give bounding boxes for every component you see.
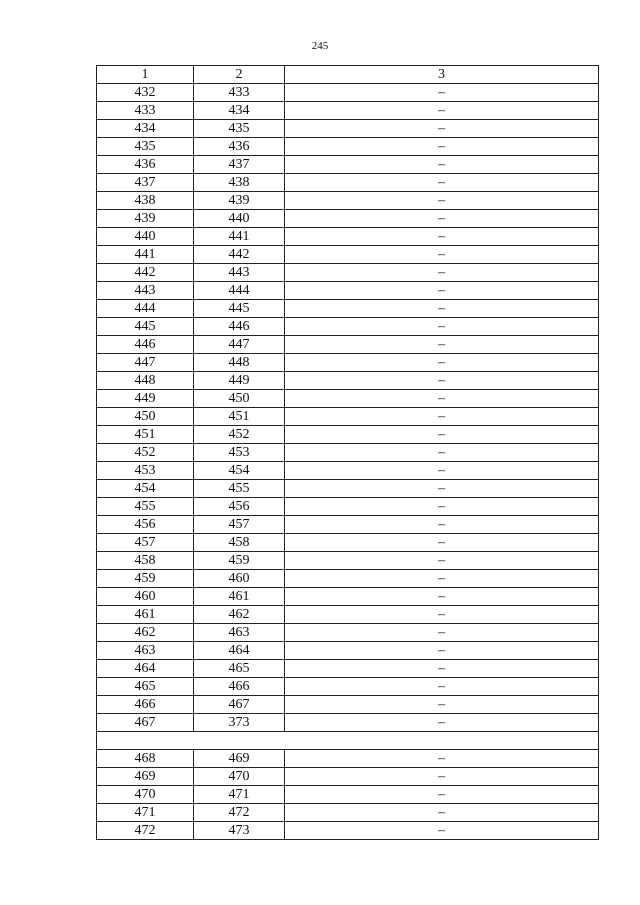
table-cell: 472 — [194, 804, 285, 822]
table-cell: – — [285, 588, 599, 606]
table-cell: 467 — [97, 714, 194, 732]
table-row — [97, 570, 599, 588]
table-cell: – — [285, 498, 599, 516]
table-cell: – — [285, 660, 599, 678]
table-cell: 447 — [194, 336, 285, 354]
table-cell: 467 — [194, 696, 285, 714]
table-row — [97, 480, 599, 498]
table-cell: – — [285, 606, 599, 624]
table-row — [97, 498, 599, 516]
table-cell: 436 — [194, 138, 285, 156]
table-cell: 464 — [97, 660, 194, 678]
table-row — [97, 102, 599, 120]
page-number: 245 — [311, 40, 329, 52]
table-cell: 461 — [97, 606, 194, 624]
table-cell: 433 — [194, 84, 285, 102]
table-cell: 450 — [97, 408, 194, 426]
table-cell: 442 — [194, 246, 285, 264]
table-row — [97, 588, 599, 606]
table-row — [97, 300, 599, 318]
table-cell: 471 — [97, 804, 194, 822]
table-row — [97, 408, 599, 426]
table-cell: 441 — [194, 228, 285, 246]
table-cell: 455 — [194, 480, 285, 498]
table-cell: 437 — [97, 174, 194, 192]
table-cell: – — [285, 642, 599, 660]
table-cell: – — [285, 714, 599, 732]
table-row — [97, 768, 599, 786]
table-cell: 473 — [194, 822, 285, 840]
table-cell: 462 — [97, 624, 194, 642]
table-cell: 470 — [97, 786, 194, 804]
table-cell: 440 — [194, 210, 285, 228]
table-row — [97, 534, 599, 552]
table-cell: – — [285, 480, 599, 498]
table-cell: 434 — [97, 120, 194, 138]
table-row — [97, 462, 599, 480]
table-cell: 443 — [97, 282, 194, 300]
table-cell: 456 — [97, 516, 194, 534]
table-row — [97, 678, 599, 696]
table-cell: 463 — [194, 624, 285, 642]
table-cell: – — [285, 354, 599, 372]
table-cell: 457 — [97, 534, 194, 552]
table-cell: 449 — [97, 390, 194, 408]
gap-cell — [97, 732, 599, 750]
table-cell: – — [285, 282, 599, 300]
table-cell: 451 — [97, 426, 194, 444]
table-cell: 447 — [97, 354, 194, 372]
table-cell: – — [285, 228, 599, 246]
table-cell: 443 — [194, 264, 285, 282]
table-cell: 444 — [194, 282, 285, 300]
table-cell: 472 — [97, 822, 194, 840]
table-cell: 469 — [194, 750, 285, 768]
table-cell: 465 — [97, 678, 194, 696]
column-header: 2 — [194, 66, 285, 84]
table-cell: 464 — [194, 642, 285, 660]
table-body — [97, 66, 599, 840]
table-cell: 445 — [194, 300, 285, 318]
table-row — [97, 714, 599, 732]
table-row — [97, 282, 599, 300]
table-row — [97, 750, 599, 768]
table-cell: – — [285, 156, 599, 174]
table-cell: – — [285, 750, 599, 768]
table-cell: – — [285, 390, 599, 408]
table-cell: – — [285, 444, 599, 462]
table-cell: 445 — [97, 318, 194, 336]
table-cell: – — [285, 552, 599, 570]
table-row — [97, 84, 599, 102]
table-cell: 436 — [97, 156, 194, 174]
table-cell: 452 — [194, 426, 285, 444]
table-row — [97, 696, 599, 714]
table-row — [97, 192, 599, 210]
table-cell: – — [285, 534, 599, 552]
table-cell: 466 — [194, 678, 285, 696]
table-cell: 448 — [194, 354, 285, 372]
table-row — [97, 138, 599, 156]
table-cell: 449 — [194, 372, 285, 390]
table-cell: – — [285, 516, 599, 534]
table-cell: – — [285, 426, 599, 444]
table-cell: 468 — [97, 750, 194, 768]
table-cell: 451 — [194, 408, 285, 426]
table-cell: 454 — [97, 480, 194, 498]
table-cell: – — [285, 624, 599, 642]
table-cell: 453 — [194, 444, 285, 462]
table-cell: 465 — [194, 660, 285, 678]
table-cell: 435 — [97, 138, 194, 156]
table-row — [97, 246, 599, 264]
table-row — [97, 606, 599, 624]
table-cell: – — [285, 822, 599, 840]
table-row — [97, 444, 599, 462]
table-cell: – — [285, 246, 599, 264]
table-cell: 471 — [194, 786, 285, 804]
table-row — [97, 804, 599, 822]
column-header: 3 — [285, 66, 599, 84]
table-cell: 457 — [194, 516, 285, 534]
table-cell: – — [285, 120, 599, 138]
table-cell: 470 — [194, 768, 285, 786]
table-cell: – — [285, 174, 599, 192]
table-cell: 454 — [194, 462, 285, 480]
table-row — [97, 822, 599, 840]
table-row — [97, 354, 599, 372]
table-cell: – — [285, 570, 599, 588]
table-cell: 373 — [194, 714, 285, 732]
table-row — [97, 642, 599, 660]
table-cell: 458 — [194, 534, 285, 552]
table-cell: – — [285, 696, 599, 714]
table-cell: – — [285, 408, 599, 426]
data-table — [96, 65, 599, 840]
table-cell: 433 — [97, 102, 194, 120]
table-cell: – — [285, 768, 599, 786]
table-cell: 459 — [194, 552, 285, 570]
table-row — [97, 786, 599, 804]
table-cell: 446 — [97, 336, 194, 354]
table-cell: 440 — [97, 228, 194, 246]
table-row — [97, 174, 599, 192]
table-row — [97, 552, 599, 570]
table-cell: – — [285, 786, 599, 804]
table-row — [97, 318, 599, 336]
table-cell: 438 — [194, 174, 285, 192]
table-cell: 437 — [194, 156, 285, 174]
table-cell: 444 — [97, 300, 194, 318]
table-cell: – — [285, 300, 599, 318]
table-row — [97, 426, 599, 444]
table-cell: – — [285, 372, 599, 390]
table-cell: 460 — [194, 570, 285, 588]
table-cell: 453 — [97, 462, 194, 480]
table-cell: 469 — [97, 768, 194, 786]
table-row — [97, 624, 599, 642]
table-row — [97, 336, 599, 354]
table-cell: – — [285, 462, 599, 480]
table-cell: 439 — [97, 210, 194, 228]
table-row — [97, 390, 599, 408]
table-row — [97, 372, 599, 390]
table-cell: 460 — [97, 588, 194, 606]
table-cell: 442 — [97, 264, 194, 282]
table-cell: 434 — [194, 102, 285, 120]
table-cell: 441 — [97, 246, 194, 264]
table-row — [97, 120, 599, 138]
table-cell: – — [285, 210, 599, 228]
table-cell: – — [285, 318, 599, 336]
table-cell: 438 — [97, 192, 194, 210]
table-row — [97, 156, 599, 174]
table-cell: 459 — [97, 570, 194, 588]
table-cell: 461 — [194, 588, 285, 606]
table-row — [97, 228, 599, 246]
table-cell: 466 — [97, 696, 194, 714]
table-cell: 462 — [194, 606, 285, 624]
table-row — [97, 660, 599, 678]
table-cell: – — [285, 264, 599, 282]
table-cell: – — [285, 336, 599, 354]
table-cell: – — [285, 804, 599, 822]
table-row — [97, 264, 599, 282]
table-cell: 435 — [194, 120, 285, 138]
table-cell: – — [285, 138, 599, 156]
table-cell: 432 — [97, 84, 194, 102]
table-row — [97, 210, 599, 228]
table-row — [97, 516, 599, 534]
table-cell: 452 — [97, 444, 194, 462]
table-cell: – — [285, 192, 599, 210]
table-gap-row — [97, 732, 599, 750]
table-cell: 455 — [97, 498, 194, 516]
table-cell: 446 — [194, 318, 285, 336]
table-cell: 439 — [194, 192, 285, 210]
table-cell: 448 — [97, 372, 194, 390]
column-header: 1 — [97, 66, 194, 84]
table-cell: – — [285, 84, 599, 102]
table-cell: – — [285, 102, 599, 120]
table-header-row — [97, 66, 599, 84]
table-cell: 450 — [194, 390, 285, 408]
table-cell: 456 — [194, 498, 285, 516]
table-cell: 463 — [97, 642, 194, 660]
table-cell: – — [285, 678, 599, 696]
table-cell: 458 — [97, 552, 194, 570]
